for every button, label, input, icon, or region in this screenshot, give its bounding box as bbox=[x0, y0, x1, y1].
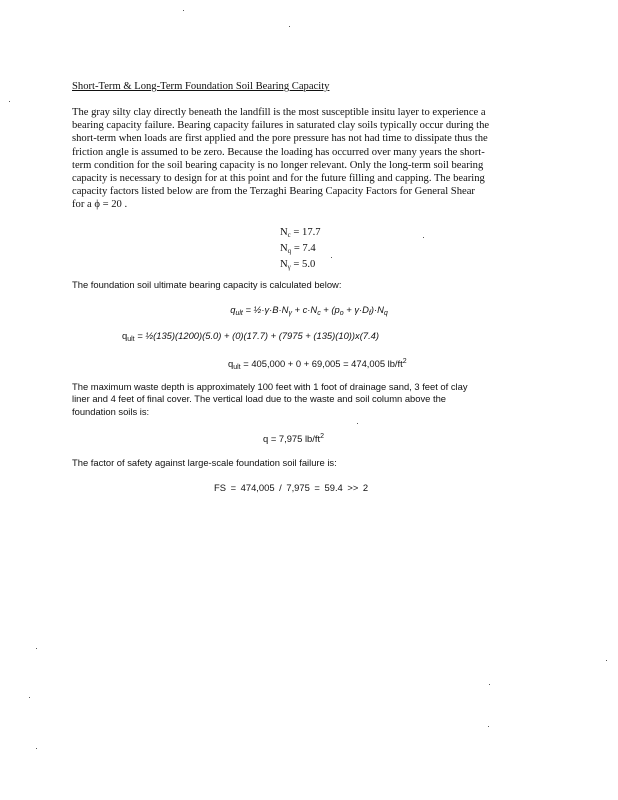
load-equation: q = 7,975 $lb/ft^2$ bbox=[263, 433, 324, 444]
scan-speck bbox=[489, 684, 490, 685]
scan-speck bbox=[357, 423, 358, 424]
fs-intro: The factor of safety against large-scale foundation soil failure is: bbox=[72, 457, 337, 468]
waste-paragraph bbox=[72, 381, 542, 418]
intro-line: friction angle is assumed to be zero. Because the loading has occurred over many years the short- bbox=[72, 146, 485, 158]
intro-line: for a ϕ = 20 . bbox=[72, 199, 128, 211]
scan-speck bbox=[289, 26, 290, 27]
waste-line: The maximum waste depth is approximately 100 feet with 1 foot of drainage sand, 3 feet of clay bbox=[72, 381, 468, 392]
waste-line: foundation soils is: bbox=[72, 405, 150, 417]
intro-line: The gray silty clay directly beneath the landfill is the most susceptible insitu layer to experience a bbox=[72, 107, 486, 118]
equation-substituted: $q_{ult}$ = ½(135)(1200)(5.0) + (0)(17.7) + (7975 + (135)(10))x(7.4) bbox=[122, 330, 380, 343]
scan-speck bbox=[488, 726, 489, 727]
equation-general: $q_{ult}$ = $\frac{1}{2}\cdot\gamma\cdot B\cdot N_\gamma + c\cdot N_c + (p_o + \gamma\cdot D_f)\cdot N_q$ bbox=[230, 304, 388, 317]
factor-nc: $N_c = 17.7$ bbox=[280, 227, 321, 239]
intro-paragraph bbox=[72, 106, 528, 212]
equation-result: $q_{ult} = 405,000 + 0 + 69,005 = 474,005$ $lb/ft^2$ bbox=[228, 358, 407, 371]
factor-ngamma: $N_\gamma = 5.0$ bbox=[280, 259, 316, 272]
scan-speck bbox=[36, 648, 37, 649]
intro-line: term condition for the soil bearing capacity is no longer relevant. Only the long-term soil bearing bbox=[72, 159, 484, 171]
scan-speck bbox=[9, 101, 10, 102]
intro-line: capacity is necessary to design for at this point and for the future filling and capping. The bearing bbox=[72, 173, 485, 185]
scan-speck bbox=[423, 237, 424, 238]
scan-speck bbox=[36, 748, 37, 749]
fs-equation: FS = 474,005 / 7,975 = 59.4 >> 2 bbox=[214, 482, 369, 493]
waste-line: liner and 4 feet of final cover. The vertical load due to the waste and soil column above the bbox=[72, 393, 447, 405]
intro-line: capacity factors listed below are from the Terzaghi Bearing Capacity Factors for General Shear bbox=[72, 186, 475, 198]
scan-speck bbox=[183, 10, 184, 11]
calc-intro: The foundation soil ultimate bearing capacity is calculated below: bbox=[72, 279, 342, 290]
scan-speck bbox=[331, 257, 332, 258]
intro-line: bearing capacity failure. Bearing capacity failures in saturated clay soils typically occur during the bbox=[72, 120, 490, 132]
scan-speck bbox=[606, 660, 607, 661]
intro-line: short-term when loads are first applied and the pore pressure has not had time to dissipate thus the bbox=[72, 133, 488, 145]
scan-speck bbox=[29, 697, 30, 698]
section-heading: Short-Term & Long-Term Foundation Soil Bearing Capacity bbox=[72, 81, 330, 92]
factor-nq: $N_q = 7.4$ bbox=[280, 243, 316, 256]
bearing-capacity-factors bbox=[280, 226, 321, 275]
